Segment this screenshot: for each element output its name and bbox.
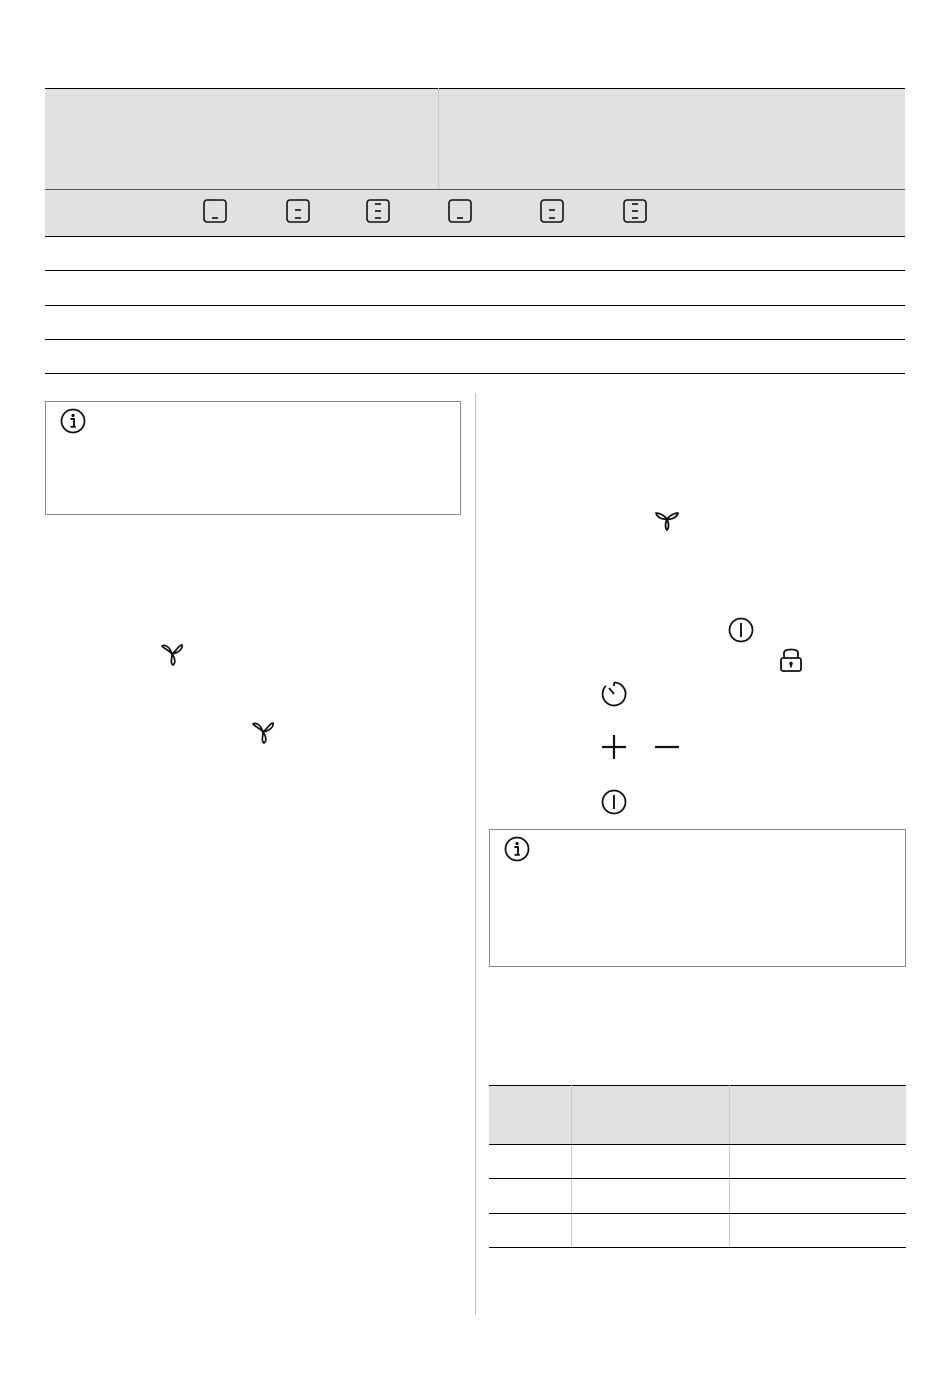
table-rule [489,1085,906,1086]
info-box [45,401,461,515]
fan-icon [250,719,276,745]
fan-icon [159,641,185,667]
table-row [489,1213,906,1214]
table-column-divider [571,1085,572,1248]
column-divider [475,393,476,1315]
timer-icon [600,680,628,708]
table-row [45,236,905,237]
level-1-icon [448,199,472,223]
table-row [489,1247,906,1248]
on-off-icon [727,616,755,644]
plus-icon [600,733,628,761]
table-row [489,1144,906,1145]
lock-icon [778,647,804,673]
fan-icon [653,505,681,533]
table-row [489,1178,906,1179]
table-rule [45,88,905,89]
level-2-icon [540,199,564,223]
table-row [45,373,905,374]
table-row [45,305,905,306]
level-2-icon [286,199,310,223]
on-off-icon [600,788,628,816]
level-3-icon [366,199,390,223]
info-icon [60,408,86,434]
level-3-icon [623,199,647,223]
table-row [45,270,905,271]
minus-icon [653,733,681,761]
table-column-divider [438,88,439,189]
table-column-divider [729,1085,730,1248]
table-rule [45,189,905,190]
info-box [489,829,906,967]
info-icon [504,836,530,862]
bottom-table-header [489,1085,906,1144]
table-row [45,339,905,340]
level-1-icon [203,199,227,223]
top-table-header [45,88,905,236]
